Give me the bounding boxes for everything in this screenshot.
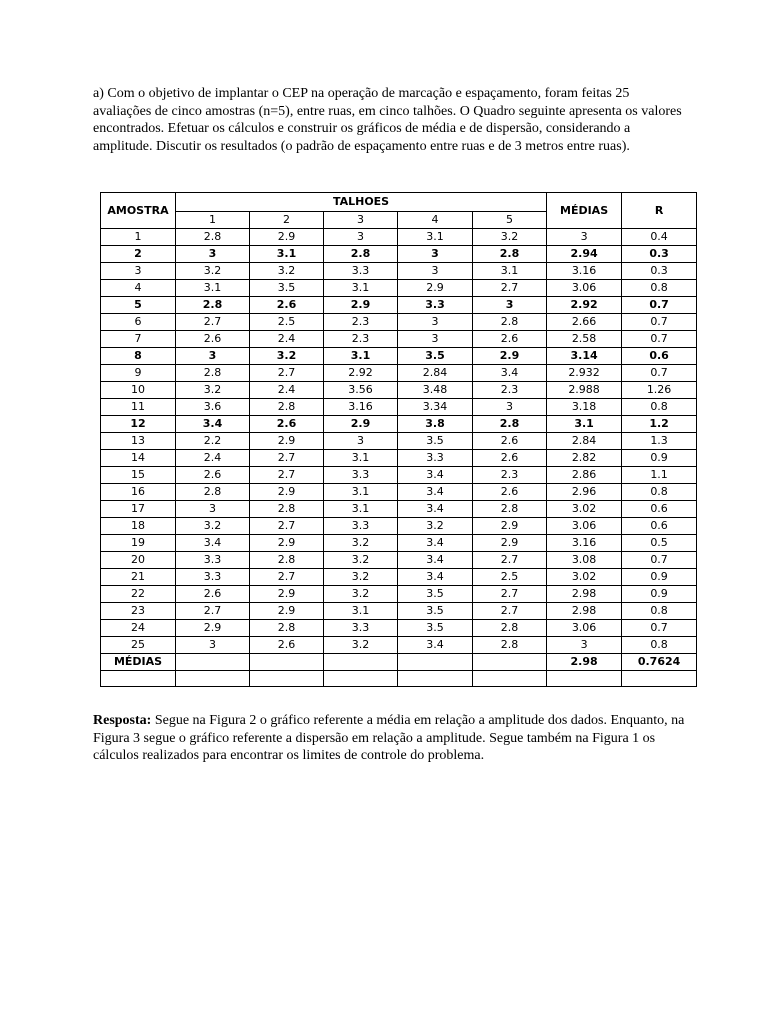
talhao-value-cell: 2.8 [473,246,547,263]
header-talhoes: TALHOES [176,193,547,212]
talhao-value-cell: 2.6 [473,433,547,450]
talhao-value-cell: 3.2 [176,382,250,399]
resposta-body: Segue na Figura 2 o gráfico referente a média em relação a amplitude dos dados. Enquanto, na Figura 3 segue o gráfico referente a dispersão em relação a amplitude. Segue também na Figura 1 os cálculos realizados para encontrar os limites de controle do problema. [93,713,685,763]
talhao-value-cell: 2.9 [398,280,473,297]
talhao-value-cell: 3 [398,331,473,348]
r-cell: 0.6 [622,518,697,535]
table-row [101,518,697,535]
talhao-value-cell: 2.9 [250,484,324,501]
media-cell: 2.932 [547,365,622,382]
talhao-value-cell: 2.8 [473,314,547,331]
talhao-value-cell: 3.4 [398,552,473,569]
amostra-cell: 14 [101,450,176,467]
talhao-value-cell: 3.5 [250,280,324,297]
talhao-value-cell: 2.6 [250,297,324,314]
empty-cell [176,671,250,687]
talhao-value-cell: 3.1 [473,263,547,280]
talhao-value-cell: 3.2 [176,263,250,280]
amostra-cell: 21 [101,569,176,586]
r-cell: 1.3 [622,433,697,450]
talhao-value-cell: 2.7 [176,314,250,331]
talhao-value-cell: 3.4 [398,501,473,518]
table-row [101,365,697,382]
table-row [101,433,697,450]
talhao-value-cell: 2.5 [250,314,324,331]
talhao-value-cell: 3.1 [250,246,324,263]
summary-r: 0.7624 [622,654,697,671]
table-row [101,620,697,637]
talhao-value-cell: 2.9 [250,229,324,246]
r-cell: 0.9 [622,450,697,467]
talhao-value-cell: 2.7 [473,280,547,297]
talhao-value-cell: 3.4 [398,569,473,586]
talhao-value-cell: 2.7 [473,552,547,569]
header-amostra: AMOSTRA [101,193,176,229]
talhao-value-cell: 2.6 [473,331,547,348]
r-cell: 0.6 [622,501,697,518]
r-cell: 0.7 [622,314,697,331]
talhao-value-cell: 3.5 [398,433,473,450]
talhao-value-cell: 2.7 [473,586,547,603]
table-row [101,314,697,331]
talhao-value-cell: 2.8 [250,399,324,416]
talhao-value-cell: 3.2 [176,518,250,535]
media-cell: 2.58 [547,331,622,348]
r-cell: 0.7 [622,552,697,569]
talhao-value-cell: 2.4 [250,331,324,348]
amostra-cell: 2 [101,246,176,263]
media-cell: 2.96 [547,484,622,501]
talhao-value-cell: 3.8 [398,416,473,433]
talhao-value-cell: 3.4 [176,535,250,552]
talhao-value-cell: 2.7 [250,450,324,467]
talhao-value-cell: 2.7 [250,569,324,586]
talhao-value-cell: 2.9 [473,535,547,552]
talhao-value-cell: 3.4 [176,416,250,433]
r-cell: 0.8 [622,280,697,297]
amostra-cell: 8 [101,348,176,365]
talhao-value-cell: 3 [398,246,473,263]
table-row [101,569,697,586]
talhao-value-cell: 2.6 [250,637,324,654]
amostra-cell: 24 [101,620,176,637]
talhao-value-cell: 3 [324,229,398,246]
media-cell: 3.16 [547,263,622,280]
talhao-value-cell: 3.2 [324,552,398,569]
r-cell: 0.9 [622,586,697,603]
table-row [101,229,697,246]
intro-text: a) Com o objetivo de implantar o CEP na operação de marcação e espaçamento, foram feitas 25 avaliações de cinco amostras (n=5), entre ruas, em cinco talhões. O Quadro seguinte apresenta os valores encontrados. Efetuar os cálculos e construir os gráficos de média e de dispersão, considerando a amplitude. Discutir os resultados (o padrão de espaçamento entre ruas e de 3 metros entre ruas). [93,86,682,154]
talhao-value-cell: 2.6 [473,450,547,467]
table-row [101,637,697,654]
table-row [101,586,697,603]
talhao-value-cell: 2.6 [176,331,250,348]
media-cell: 2.98 [547,586,622,603]
talhao-value-cell: 2.8 [473,416,547,433]
talhao-value-cell: 2.8 [176,365,250,382]
talhao-value-cell: 3.1 [324,484,398,501]
talhao-value-cell: 3.4 [398,467,473,484]
talhao-value-cell: 3.16 [324,399,398,416]
amostra-cell: 16 [101,484,176,501]
media-cell: 3 [547,637,622,654]
talhao-value-cell: 2.4 [250,382,324,399]
talhao-value-cell: 2.8 [250,552,324,569]
talhao-value-cell: 3.56 [324,382,398,399]
data-table [100,192,697,687]
summary-empty-cell [473,654,547,671]
empty-cell [547,671,622,687]
talhao-value-cell: 3.6 [176,399,250,416]
talhao-value-cell: 2.3 [473,382,547,399]
table-row [101,467,697,484]
talhao-value-cell: 3.2 [398,518,473,535]
media-cell: 2.66 [547,314,622,331]
talhao-value-cell: 2.8 [176,297,250,314]
talhao-value-cell: 3.2 [324,637,398,654]
media-cell: 3.02 [547,569,622,586]
media-cell: 2.94 [547,246,622,263]
table-row [101,348,697,365]
resposta-label: Resposta: [93,713,152,728]
r-cell: 0.8 [622,399,697,416]
talhao-value-cell: 2.84 [398,365,473,382]
talhao-value-cell: 2.4 [176,450,250,467]
talhao-value-cell: 3.2 [250,263,324,280]
amostra-cell: 20 [101,552,176,569]
talhao-value-cell: 3.34 [398,399,473,416]
talhao-value-cell: 2.8 [473,637,547,654]
amostra-cell: 4 [101,280,176,297]
empty-cell [250,671,324,687]
talhao-value-cell: 3.4 [398,484,473,501]
r-cell: 1.26 [622,382,697,399]
talhao-value-cell: 3 [176,501,250,518]
talhao-value-cell: 3.4 [473,365,547,382]
talhao-value-cell: 2.7 [176,603,250,620]
table-row [101,450,697,467]
table-row [101,331,697,348]
talhao-value-cell: 3.5 [398,620,473,637]
talhao-value-cell: 2.2 [176,433,250,450]
talhao-value-cell: 2.9 [473,348,547,365]
media-cell: 3.16 [547,535,622,552]
table-row [101,416,697,433]
amostra-cell: 17 [101,501,176,518]
header-r: R [622,193,697,229]
talhao-value-cell: 2.9 [473,518,547,535]
talhao-value-cell: 3.1 [324,450,398,467]
talhao-value-cell: 3.1 [398,229,473,246]
media-cell: 3.02 [547,501,622,518]
amostra-cell: 9 [101,365,176,382]
amostra-cell: 19 [101,535,176,552]
amostra-cell: 7 [101,331,176,348]
talhao-value-cell: 3.3 [176,552,250,569]
talhao-value-cell: 2.9 [250,603,324,620]
talhao-value-cell: 3 [473,399,547,416]
media-cell: 2.98 [547,603,622,620]
r-cell: 0.8 [622,484,697,501]
media-cell: 3.06 [547,280,622,297]
summary-empty-cell [250,654,324,671]
talhao-value-cell: 3.3 [176,569,250,586]
r-cell: 0.4 [622,229,697,246]
talhao-value-cell: 2.3 [324,314,398,331]
talhao-value-cell: 3.48 [398,382,473,399]
talhao-value-cell: 3.2 [473,229,547,246]
talhao-value-cell: 2.8 [176,484,250,501]
talhao-value-cell: 2.5 [473,569,547,586]
talhao-number-header: 1 [176,212,250,229]
summary-media: 2.98 [547,654,622,671]
r-cell: 0.7 [622,331,697,348]
media-cell: 3.08 [547,552,622,569]
talhao-number-header: 3 [324,212,398,229]
r-cell: 1.1 [622,467,697,484]
table-row [101,280,697,297]
talhao-value-cell: 3 [176,637,250,654]
talhao-value-cell: 3.5 [398,586,473,603]
amostra-cell: 3 [101,263,176,280]
amostra-cell: 1 [101,229,176,246]
media-cell: 3.1 [547,416,622,433]
r-cell: 0.6 [622,348,697,365]
talhao-value-cell: 2.7 [250,467,324,484]
empty-cell [398,671,473,687]
r-cell: 0.9 [622,569,697,586]
talhao-value-cell: 2.8 [250,620,324,637]
talhao-value-cell: 2.8 [250,501,324,518]
empty-cell [622,671,697,687]
media-cell: 3.14 [547,348,622,365]
talhao-value-cell: 3.2 [324,586,398,603]
talhao-value-cell: 2.9 [324,416,398,433]
talhao-number-header: 2 [250,212,324,229]
amostra-cell: 12 [101,416,176,433]
talhao-value-cell: 3.5 [398,603,473,620]
talhao-number-header: 5 [473,212,547,229]
talhao-value-cell: 3.3 [324,263,398,280]
summary-row [101,654,697,671]
r-cell: 0.5 [622,535,697,552]
resposta-text [93,712,693,765]
talhao-value-cell: 2.3 [324,331,398,348]
r-cell: 0.7 [622,365,697,382]
r-cell: 0.7 [622,297,697,314]
talhao-value-cell: 2.8 [473,620,547,637]
summary-empty-cell [324,654,398,671]
amostra-cell: 23 [101,603,176,620]
talhao-value-cell: 2.8 [176,229,250,246]
talhao-value-cell: 3 [176,246,250,263]
r-cell: 1.2 [622,416,697,433]
talhao-value-cell: 3.4 [398,535,473,552]
amostra-cell: 6 [101,314,176,331]
r-cell: 0.8 [622,603,697,620]
media-cell: 2.92 [547,297,622,314]
table-row [101,382,697,399]
table-row [101,603,697,620]
talhao-value-cell: 3 [324,433,398,450]
talhao-value-cell: 3 [398,263,473,280]
talhao-value-cell: 3 [473,297,547,314]
amostra-cell: 25 [101,637,176,654]
media-cell: 2.84 [547,433,622,450]
amostra-cell: 22 [101,586,176,603]
talhao-value-cell: 2.9 [250,586,324,603]
media-cell: 2.86 [547,467,622,484]
talhao-number-header: 4 [398,212,473,229]
talhao-value-cell: 3.3 [398,297,473,314]
talhao-value-cell: 2.3 [473,467,547,484]
talhao-value-cell: 2.7 [250,518,324,535]
summary-empty-cell [176,654,250,671]
summary-empty-cell [398,654,473,671]
talhao-value-cell: 2.6 [250,416,324,433]
talhao-value-cell: 3 [398,314,473,331]
empty-cell [101,671,176,687]
media-cell: 3.18 [547,399,622,416]
r-cell: 0.3 [622,246,697,263]
table-row [101,552,697,569]
talhao-value-cell: 3.2 [250,348,324,365]
table-row [101,535,697,552]
amostra-cell: 10 [101,382,176,399]
media-cell: 2.82 [547,450,622,467]
media-cell: 3 [547,229,622,246]
amostra-cell: 5 [101,297,176,314]
table-row [101,246,697,263]
resposta-paragraph [93,712,693,765]
empty-cell [324,671,398,687]
r-cell: 0.7 [622,620,697,637]
empty-cell [473,671,547,687]
talhao-value-cell: 3.1 [324,603,398,620]
r-cell: 0.3 [622,263,697,280]
talhao-value-cell: 3.1 [324,348,398,365]
talhao-value-cell: 3.3 [398,450,473,467]
talhao-value-cell: 3.3 [324,467,398,484]
table-row [101,399,697,416]
talhao-value-cell: 2.6 [176,467,250,484]
amostra-cell: 15 [101,467,176,484]
table-row [101,297,697,314]
amostra-cell: 11 [101,399,176,416]
talhao-value-cell: 3.3 [324,518,398,535]
amostra-cell: 18 [101,518,176,535]
talhao-value-cell: 2.6 [176,586,250,603]
talhao-value-cell: 2.9 [324,297,398,314]
talhao-value-cell: 2.92 [324,365,398,382]
media-cell: 3.06 [547,620,622,637]
intro-paragraph [93,85,683,155]
table-row [101,484,697,501]
talhao-value-cell: 3 [176,348,250,365]
amostra-cell: 13 [101,433,176,450]
r-cell: 0.8 [622,637,697,654]
talhao-value-cell: 2.6 [473,484,547,501]
talhao-value-cell: 3.1 [324,501,398,518]
media-cell: 3.06 [547,518,622,535]
talhao-value-cell: 2.7 [473,603,547,620]
talhao-value-cell: 2.9 [176,620,250,637]
table-row [101,263,697,280]
talhao-value-cell: 2.9 [250,433,324,450]
table-body [101,229,697,654]
talhao-value-cell: 3.4 [398,637,473,654]
media-cell: 2.988 [547,382,622,399]
talhao-value-cell: 3.1 [176,280,250,297]
talhao-value-cell: 2.9 [250,535,324,552]
talhao-value-cell: 2.7 [250,365,324,382]
summary-label: MÉDIAS [101,654,176,671]
talhao-value-cell: 2.8 [473,501,547,518]
talhao-value-cell: 3.3 [324,620,398,637]
empty-row [101,671,697,687]
header-medias: MÉDIAS [547,193,622,229]
talhao-value-cell: 3.2 [324,569,398,586]
table-row [101,501,697,518]
talhao-value-cell: 3.5 [398,348,473,365]
talhao-value-cell: 2.8 [324,246,398,263]
talhao-value-cell: 3.2 [324,535,398,552]
talhao-value-cell: 3.1 [324,280,398,297]
